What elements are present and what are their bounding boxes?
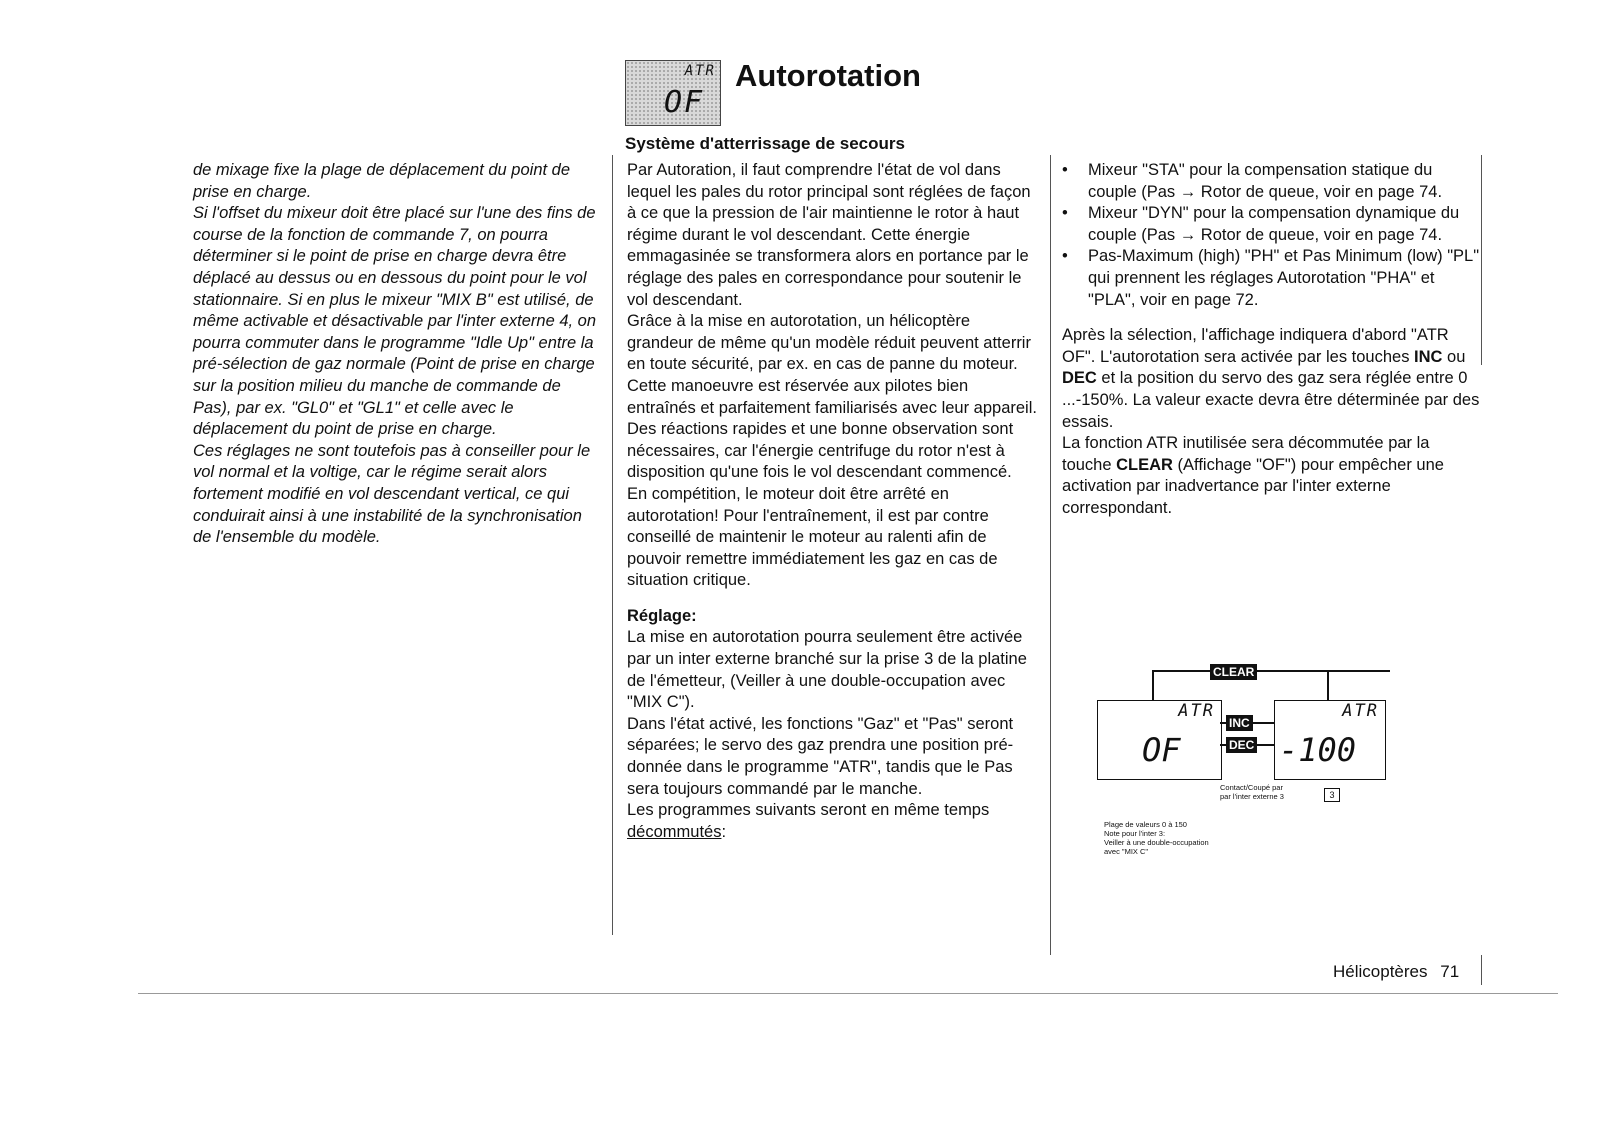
text-run: et la position du servo des gaz sera réglée entre 0 ...-150%. La valeur exacte devra être déterminée par des essais. — [1062, 369, 1480, 431]
lcd-label: ATR — [1342, 701, 1379, 721]
page-footer — [1333, 962, 1459, 982]
paragraph: Cette manoeuvre est réservée aux pilotes bien entraînés et parfaitement familiarisés avec leur appareil. Des réactions rapides et une bonne observation sont nécessaires, car l'énergie centrifuge du rotor n'est à disposition qu'une fois le vol descendant commencé. — [627, 376, 1037, 482]
inc-key: INC — [1226, 715, 1253, 731]
lcd-screen-off — [1097, 700, 1222, 780]
text-run: (Affichage "OF") pour empêcher une activation par inadvertance par l'inter externe correspondant. — [1062, 455, 1444, 517]
list-item: • Pas-Maximum (high) "PH" et Pas Minimum (low) "PL" qui prennent les réglages Autorotation "PHA" et "PLA", voir en page 72. — [1062, 246, 1482, 311]
text-run: Après la sélection, l'affichage indiquera d'abord "ATR OF". L'autorotation sera activée par les touches — [1062, 326, 1449, 366]
column-divider-right — [1050, 155, 1051, 955]
atr-display-icon — [625, 60, 721, 126]
diagram-wire — [1152, 670, 1154, 700]
paragraph — [627, 800, 1037, 843]
paragraph: de mixage fixe la plage de déplacement du point de prise en charge. — [193, 161, 571, 201]
key-clear: CLEAR — [1116, 455, 1173, 474]
paragraph — [1062, 325, 1482, 433]
section-heading: Système d'atterrissage de secours — [625, 134, 905, 153]
footer-divider — [1481, 955, 1482, 985]
paragraph: Grâce à la mise en autorotation, un hélicoptère grandeur de même qu'un modèle réduit peuvent atterrir en toute sécurité, par ex. en cas de panne du moteur. — [627, 312, 1031, 374]
text-run: La fonction ATR inutilisée sera décommutée par la touche — [1062, 434, 1430, 474]
column-divider-left — [612, 155, 613, 935]
key-dec: DEC — [1062, 369, 1097, 388]
range-caption: Note pour l'inter 3: — [1104, 829, 1166, 838]
lcd-label: ATR — [1178, 701, 1215, 721]
text-run: ou — [1442, 347, 1466, 366]
switch-number: 3 — [1324, 788, 1340, 802]
page-title: Autorotation — [735, 58, 921, 93]
paragraph: Ces réglages ne sont toutefois pas à conseiller pour le vol normal et la voltige, car le régime serait alors fortement modifié en vol descendant vertical, ce qui conduirait ainsi à une instabilité de la synchronisation de l'ensemble du modèle. — [193, 441, 591, 547]
switch-caption: Contact/Coupé par — [1220, 783, 1283, 792]
paragraph: La mise en autorotation pourra seulement être activée par un inter externe branché sur la prise 3 de la platine de l'émetteur, (Veiller à une double-occupation avec "MIX C"). — [627, 628, 1027, 712]
paragraph: Dans l'état activé, les fonctions "Gaz" et "Pas" seront séparées; le servo des gaz prendra une position pré-donnée dans le programme "ATR", tandis que le Pas sera toujours commandé par le manche. — [627, 714, 1014, 798]
text-run: Les programmes suivants seront en même temps — [627, 801, 990, 820]
lcd-icon-value: OF — [664, 85, 705, 120]
clear-key: CLEAR — [1210, 664, 1257, 680]
list-item: • Mixeur "STA" pour la compensation statique du couple (Pas → Rotor de queue, voir en page 74. — [1062, 160, 1482, 203]
left-column — [193, 160, 603, 549]
subheading-reglage: Réglage: — [627, 606, 697, 625]
right-column — [1062, 160, 1482, 520]
range-caption: Plage de valeurs 0 à 150 — [1104, 820, 1187, 829]
paragraph — [1062, 433, 1482, 519]
footer-section: Hélicoptères — [1333, 962, 1428, 981]
lcd-screen-active — [1274, 700, 1386, 780]
underlined-word: décommutés — [627, 822, 722, 841]
diagram-wire — [1152, 670, 1390, 672]
lcd-value: OF — [1142, 731, 1181, 769]
page-bottom-rule — [138, 993, 1558, 994]
dec-key: DEC — [1226, 737, 1257, 753]
diagram-wire — [1327, 670, 1329, 700]
atr-key-diagram — [1090, 660, 1390, 875]
key-inc: INC — [1414, 347, 1443, 366]
switch-caption: par l'inter externe 3 — [1220, 792, 1284, 801]
lcd-icon-label: ATR — [684, 63, 716, 79]
page-number: 71 — [1440, 962, 1460, 981]
range-caption: avec "MIX C" — [1104, 847, 1149, 856]
paragraph: Par Autoration, il faut comprendre l'état de vol dans lequel les pales du rotor principal sont réglées de façon à ce que la pression de l'air maintienne le rotor à haut régime durant le vol descendant. Cette énergie emmagasinée se transformera alors en portance par le réglage des pales en correspondance pour soutenir le vol descendant. — [627, 161, 1031, 309]
list-item: • Mixeur "DYN" pour la compensation dynamique du couple (Pas → Rotor de queue, voir en page 74. — [1062, 203, 1482, 246]
range-caption: Veiller à une double-occupation — [1104, 838, 1209, 847]
middle-column — [627, 160, 1037, 843]
text-run: : — [721, 822, 727, 841]
paragraph: Si l'offset du mixeur doit être placé sur l'une des fins de course de la fonction de commande 7, on pourra déterminer si le point de prise en charge devra être déplacé au dessus ou en dessous du point pour le vol stationnaire. Si en plus le mixeur "MIX B" est utilisé, de même activable et désactivable par l'inter externe 4, on pourra commuter dans le programme "Idle Up" entre la pré-sélection de gaz normale (Point de prise en charge sur la position milieu du manche de commande de Pas), par ex. "GL0" et "GL1" et celle avec le déplacement du point de prise en charge. — [193, 204, 597, 439]
lcd-value: -100 — [1279, 731, 1357, 769]
paragraph: En compétition, le moteur doit être arrêté en autorotation! Pour l'entraînement, il est par contre conseillé de maintenir le moteur au ralenti afin de pouvoir remettre immédiatement les gaz en cas de situation critique. — [627, 484, 998, 590]
deactivated-programs-list — [1062, 160, 1482, 311]
